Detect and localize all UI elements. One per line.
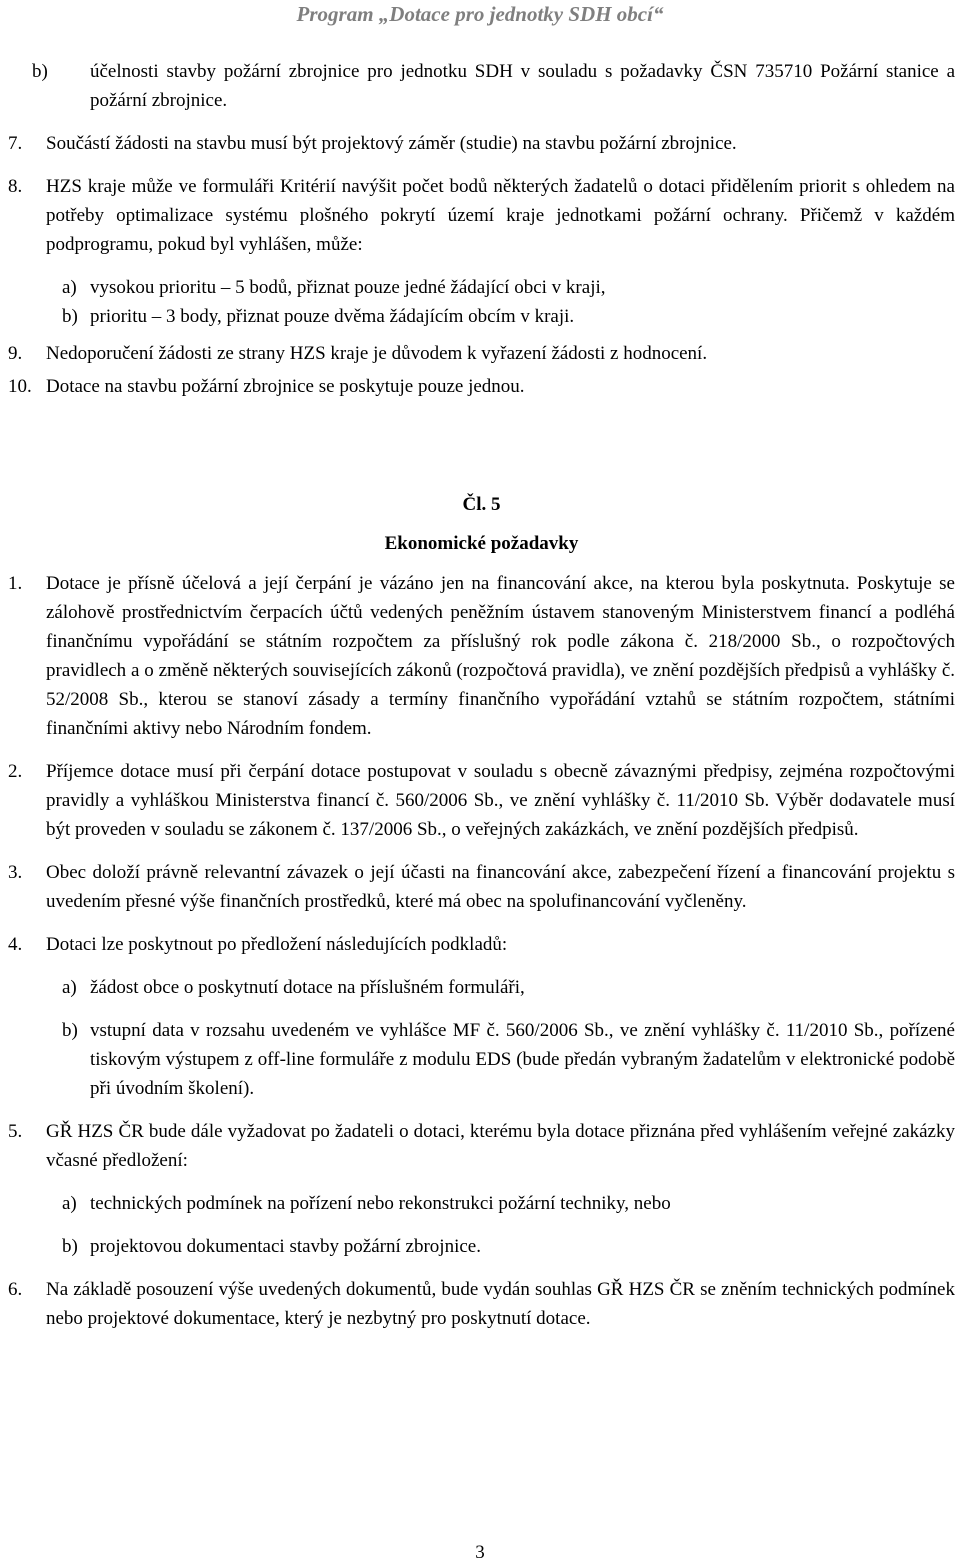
item-number: 3. xyxy=(8,862,23,883)
list-item-7 xyxy=(8,129,955,158)
article-title: Ekonomické požadavky xyxy=(384,533,579,554)
sub-item-label: a) xyxy=(62,977,77,998)
sub-item-a xyxy=(8,1189,955,1218)
item-number: 10. xyxy=(8,376,32,397)
list-item-2 xyxy=(8,757,955,844)
item-number: 1. xyxy=(8,573,23,594)
item-text: Součástí žádosti na stavbu musí být projektový záměr (studie) na stavbu požární zbrojnice. xyxy=(46,133,737,154)
item-text: GŘ HZS ČR bude dále vyžadovat po žadateli o dotaci, kterému byla dotace přiznána před vyhlášením veřejné zakázky včasné předložení: xyxy=(46,1121,955,1171)
item-text: účelnosti stavby požární zbrojnice pro jednotku SDH v souladu s požadavky ČSN 735710 Požární stanice a požární zbrojnice. xyxy=(90,61,955,111)
item-text: Na základě posouzení výše uvedených dokumentů, bude vydán souhlas GŘ HZS ČR se zněním technických podmínek nebo projektové dokumentace, který je nezbytný pro poskytnutí dotace. xyxy=(46,1279,955,1329)
item-text: Příjemce dotace musí při čerpání dotace postupovat v souladu s obecně závaznými předpisy, zejména rozpočtovými pravidly a vyhláškou Ministerstva financí č. 560/2006 Sb., ve znění vyhlášky č. 11/2010 Sb. Výběr dodavatele musí být proveden v souladu se zákonem č. 137/2006 Sb., o veřejných zakázkách, ve znění pozdějších předpisů. xyxy=(46,761,955,840)
list-item-b-continued xyxy=(8,57,955,115)
item-number: 8. xyxy=(8,176,23,197)
page-number: 3 xyxy=(475,1542,485,1563)
sub-item-text: vysokou prioritu – 5 bodů, přiznat pouze jedné žádající obci v kraji, xyxy=(90,277,606,298)
sub-item-b xyxy=(8,302,955,331)
sub-item-a xyxy=(8,273,955,302)
sub-item-label: a) xyxy=(62,1193,77,1214)
page-header: Program „Dotace pro jednotky SDH obcí“ xyxy=(296,2,664,26)
item-text: Obec doloží právně relevantní závazek o její účasti na financování akce, zabezpečení řízení a financování projektu s uvedením přesné výše finančních prostředků, které má obec na spolufinancování vyčleněny. xyxy=(46,862,955,912)
item-label: b) xyxy=(32,61,48,82)
list-item-4 xyxy=(8,930,955,959)
item-text: HZS kraje může ve formuláři Kritérií navýšit počet bodů některých žadatelů o dotaci přidělením priorit s ohledem na potřeby optimalizace systému plošného pokrytí území kraje jednotkami požární ochrany. Přičemž v každém podprogramu, pokud byl vyhlášen, může: xyxy=(46,176,955,255)
item-number: 9. xyxy=(8,343,23,364)
sub-item-label: b) xyxy=(62,1020,78,1041)
sub-item-b xyxy=(8,1232,955,1261)
item-text: Dotace je přísně účelová a její čerpání je vázáno jen na financování akce, na kterou byla poskytnuta. Poskytuje se zálohově prostřednictvím čerpacích účtů vedených peněžním ústavem stanoveným Ministerstvem financí a podléhá finančnímu vypořádání se státním rozpočtem za příslušný rok podle zákona č. 218/2000 Sb., o rozpočtových pravidlech a o změně některých souvisejících zákonů (rozpočtová pravidla), ve znění pozdějších předpisů a vyhlášky č. 52/2008 Sb., kterou se stanoví zásady a termíny finančního vypořádání vztahů se státním rozpočtem, státními finančními aktivy nebo Národním fondem. xyxy=(46,573,955,739)
list-item-1 xyxy=(8,569,955,743)
item-number: 5. xyxy=(8,1121,23,1142)
sub-item-label: b) xyxy=(62,306,78,327)
list-item-3 xyxy=(8,858,955,916)
item-number: 4. xyxy=(8,934,23,955)
sub-item-a xyxy=(8,973,955,1002)
item-number: 6. xyxy=(8,1279,23,1300)
item-text: Nedoporučení žádosti ze strany HZS kraje je důvodem k vyřazení žádosti z hodnocení. xyxy=(46,343,708,364)
item-number: 2. xyxy=(8,761,23,782)
item-text: Dotaci lze poskytnout po předložení následujících podkladů: xyxy=(46,934,508,955)
article-number: Čl. 5 xyxy=(462,494,501,515)
economic-requirements xyxy=(8,569,955,1333)
sub-item-text: prioritu – 3 body, přiznat pouze dvěma žádajícím obcím v kraji. xyxy=(90,306,575,327)
top-section xyxy=(8,57,955,401)
list-item-10 xyxy=(8,372,955,401)
list-item-9 xyxy=(8,339,955,368)
list-item-5 xyxy=(8,1117,955,1175)
sub-item-label: a) xyxy=(62,277,77,298)
sub-item-label: b) xyxy=(62,1236,78,1257)
item-number: 7. xyxy=(8,133,23,154)
sub-item-b xyxy=(8,1016,955,1103)
list-item-6 xyxy=(8,1275,955,1333)
list-item-8 xyxy=(8,172,955,259)
sub-item-text: projektovou dokumentaci stavby požární zbrojnice. xyxy=(90,1236,481,1257)
sub-item-text: vstupní data v rozsahu uvedeném ve vyhlášce MF č. 560/2006 Sb., ve znění vyhlášky č. 11/2010 Sb., pořízené tiskovým výstupem z off-line formuláře z modulu EDS (bude předán vybraným žadatelům v elektronické podobě při úvodním školení). xyxy=(90,1020,955,1099)
sub-item-text: žádost obce o poskytnutí dotace na příslušném formuláři, xyxy=(90,977,525,998)
sub-item-text: technických podmínek na pořízení nebo rekonstrukci požární techniky, nebo xyxy=(90,1193,671,1214)
item-text: Dotace na stavbu požární zbrojnice se poskytuje pouze jednou. xyxy=(46,376,525,397)
